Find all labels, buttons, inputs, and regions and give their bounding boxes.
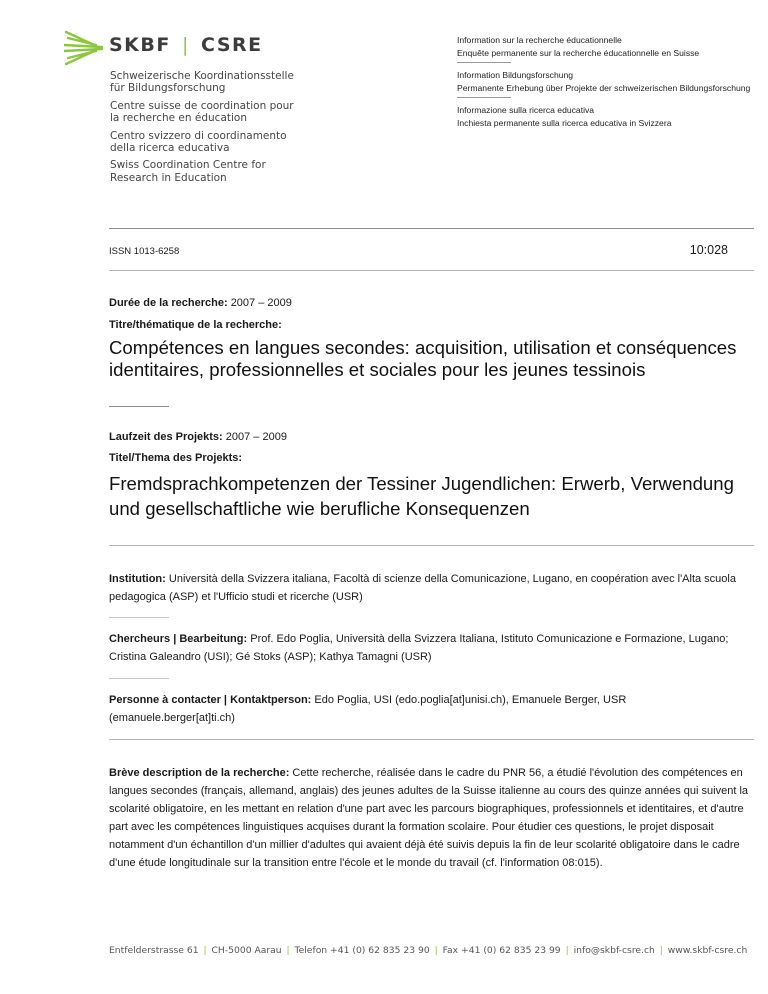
logo-lines-icon — [64, 28, 106, 68]
divider — [109, 545, 754, 546]
info-title-de: Information Bildungsforschung — [457, 70, 574, 80]
duration-fr-label: Durée de la recherche: — [109, 297, 228, 309]
duration-fr-value: 2007 – 2009 — [230, 297, 292, 309]
organization-names — [110, 70, 310, 189]
institution-value: Università della Svizzera italiana, Facoltà di scienze della Comunicazione, Lugano, en coopération avec l'Alta scuola pedagogica (ASP) et l'Ufficio studi et ricerche (USR) — [109, 573, 736, 603]
title-de-label-text: Titel/Thema des Projekts: — [109, 452, 243, 464]
title-fr: Compétences en langues secondes: acquisition, utilisation et conséquences identitaires, professionnelles et sociales pour les jeunes tessinois — [109, 337, 737, 380]
footer-website: www.skbf-csre.ch — [667, 945, 748, 956]
divider — [109, 270, 754, 271]
issue-number: 10:028 — [689, 243, 728, 257]
duration-de-value: 2007 – 2009 — [225, 431, 287, 443]
description-label: Brève description de la recherche: — [109, 767, 290, 779]
institution — [109, 570, 754, 606]
duration-de — [109, 428, 754, 446]
divider — [109, 739, 754, 740]
org-name-en: Swiss Coordination Centre for Research in Education — [110, 159, 266, 184]
footer-fax: Fax +41 (0) 62 835 23 99 — [442, 945, 561, 956]
org-name-fr: Centre suisse de coordination pour la recherche en éducation — [110, 99, 294, 125]
description-value: Cette recherche, réalisée dans le cadre du PNR 56, a étudié l'évolution des compétences en langues secondes (français, allemand, anglais) des jeunes adultes de la Suisse italienne au cours des quinze années qui suivent la scolarité obligatoire, en les mettant en relation d'une part avec les parcours biographiques, professionnels et identitaires, et d'autre part avec les compétences linguistiques acquises durant la formation scolaire. Pour étudier ces questions, le projet disposait notamment d'un échantillon d'un millier d'adultes qui avaient déjà été suivis depuis la fin de leur scolarité obligatoire dans le cadre d'une étude longitudinale sur la transition entre l'école et le monde du travail (cf. l'information 08:015). — [109, 767, 749, 869]
title-de: Fremdsprachkompetenzen der Tessiner Jugendlichen: Erwerb, Verwendung und gesellschaftliche wie berufliche Konsequenzen — [109, 473, 734, 519]
footer-city: CH-5000 Aarau — [211, 945, 282, 956]
footer-address: Entfelderstrasse 61 — [109, 945, 199, 956]
divider — [457, 62, 511, 63]
info-title-it: Informazione sulla ricerca educativa — [457, 105, 595, 115]
org-name-de: Schweizerische Koordinationsstelle für Bildungsforschung — [110, 70, 294, 95]
title-fr-label-text: Titre/thématique de la recherche: — [109, 319, 282, 331]
footer-phone: Telefon +41 (0) 62 835 23 90 — [294, 945, 430, 956]
divider — [109, 228, 754, 229]
title-de-label — [109, 449, 754, 467]
org-name-it: Centro svizzero di coordinamento della ricerca educativa — [110, 129, 287, 155]
divider — [109, 617, 169, 618]
info-subtitle-de: Permanente Erhebung über Projekte der schweizerischen Bildungsforschung — [457, 82, 751, 93]
info-group-it — [457, 104, 757, 129]
info-group-de — [457, 69, 757, 94]
publication-info — [457, 34, 757, 129]
issn: ISSN 1013-6258 — [109, 246, 180, 257]
info-subtitle-it: Inchiesta permanente sulla ricerca educativa in Svizzera — [457, 117, 672, 128]
footer-email: info@skbf-csre.ch — [573, 945, 655, 956]
title-fr-label — [109, 316, 754, 334]
footer-contact: Entfelderstrasse 61 | CH-5000 Aarau | Telefon +41 (0) 62 835 23 90 | Fax +41 (0) 62 835 23 99 | info@skbf-csre.ch | www.skbf-csre.ch — [109, 945, 748, 956]
info-subtitle-fr: Enquête permanente sur la recherche éducationnelle en Suisse — [457, 47, 700, 58]
contact-value: Edo Poglia, USI (edo.poglia[at]unisi.ch), Emanuele Berger, USR (emanuele.berger[at]ti.ch) — [109, 694, 627, 724]
divider — [109, 406, 169, 407]
divider — [109, 678, 169, 679]
contact-label: Personne à contacter | Kontaktperson: — [109, 694, 312, 706]
researchers — [109, 630, 754, 666]
info-title-fr: Information sur la recherche éducationnelle — [457, 35, 622, 45]
researchers-value: Prof. Edo Poglia, Università della Svizzera Italiana, Istituto Comunicazione e Formazione, Lugano; Cristina Galeandro (USI); Gé Stoks (ASP); Kathya Tamagni (USR) — [109, 633, 729, 663]
skbf-csre-logo — [64, 28, 263, 68]
logo-wordmark: SKBF | CSRE — [109, 34, 263, 56]
description — [109, 764, 754, 872]
info-group-fr — [457, 34, 757, 59]
duration-fr — [109, 294, 754, 312]
duration-de-label: Laufzeit des Projekts: — [109, 431, 223, 443]
institution-label: Institution: — [109, 573, 166, 585]
divider — [457, 97, 511, 98]
contact — [109, 691, 754, 727]
researchers-label: Chercheurs | Bearbeitung: — [109, 633, 248, 645]
